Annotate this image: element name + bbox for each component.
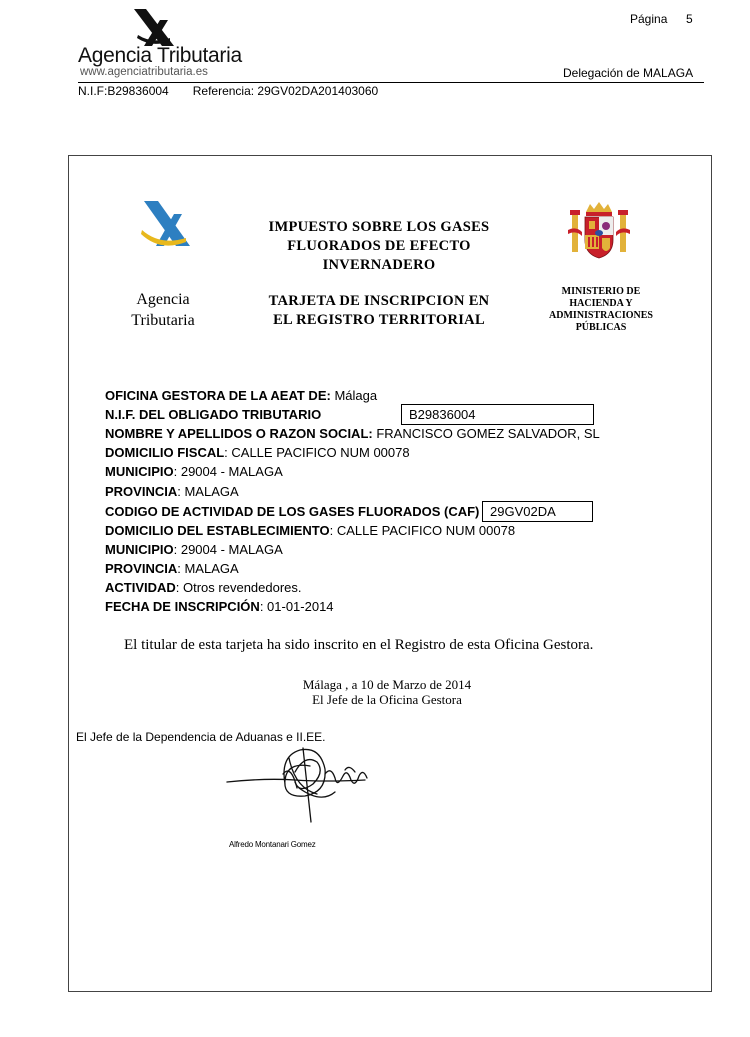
card-subtitle-line2: EL REGISTRO TERRITORIAL bbox=[273, 312, 485, 328]
handwritten-signature-icon bbox=[225, 744, 385, 840]
ministry-line3: ADMINISTRACIONES bbox=[549, 310, 653, 321]
office-head-title: El Jefe de la Oficina Gestora bbox=[312, 692, 462, 707]
delegation: Delegación de MALAGA bbox=[563, 66, 694, 80]
card-agency-line1: Agencia bbox=[136, 291, 190, 308]
header-ids bbox=[78, 84, 378, 98]
page-number: 5 bbox=[686, 12, 693, 26]
field-value: : MALAGA bbox=[177, 561, 239, 576]
field-value: : CALLE PACIFICO NUM 00078 bbox=[329, 523, 516, 538]
field-label: NOMBRE Y APELLIDOS O RAZON SOCIAL: bbox=[105, 426, 373, 441]
field-activity bbox=[105, 578, 302, 597]
customs-head-title: El Jefe de la Dependencia de Aduanas e II.EE. bbox=[76, 730, 326, 744]
field-label: CODIGO DE ACTIVIDAD DE LOS GASES FLUORADOS (CAF) bbox=[105, 504, 480, 519]
nif-value-box: B29836004 bbox=[401, 404, 594, 425]
field-municipality-2 bbox=[105, 540, 283, 559]
ministry-line1: MINISTERIO DE bbox=[561, 286, 641, 297]
field-value: : 29004 - MALAGA bbox=[173, 542, 283, 557]
field-caf bbox=[105, 502, 479, 521]
field-label: FECHA DE INSCRIPCIÓN bbox=[105, 599, 260, 614]
field-label: DOMICILIO FISCAL bbox=[105, 445, 225, 460]
ministry-line2: HACIENDA Y bbox=[569, 298, 633, 309]
field-value: Málaga bbox=[330, 388, 378, 403]
caf-value-box: 29GV02DA bbox=[482, 501, 593, 522]
card-title-line3: INVERNADERO bbox=[322, 257, 436, 273]
aeat-color-logo-icon bbox=[138, 200, 192, 252]
spain-coat-of-arms-icon bbox=[566, 200, 632, 262]
card-title-line1: IMPUESTO SOBRE LOS GASES bbox=[268, 219, 490, 235]
field-label: ACTIVIDAD bbox=[105, 580, 176, 595]
ministry-line4: PÚBLICAS bbox=[575, 322, 627, 333]
ministry-name bbox=[538, 286, 664, 334]
field-nif bbox=[105, 405, 321, 424]
field-municipality bbox=[105, 462, 283, 481]
field-province bbox=[105, 482, 239, 501]
field-fiscal-address bbox=[105, 443, 410, 462]
card-subtitle-line1: TARJETA DE INSCRIPCION EN bbox=[268, 293, 490, 309]
field-office bbox=[105, 386, 377, 405]
field-value: : Otros revendedores. bbox=[175, 580, 302, 595]
signer-name: Alfredo Montanari Gomez bbox=[229, 840, 316, 849]
field-value: : 29004 - MALAGA bbox=[173, 464, 283, 479]
field-label: PROVINCIA bbox=[105, 484, 178, 499]
field-value: : MALAGA bbox=[177, 484, 239, 499]
field-label: MUNICIPIO bbox=[105, 542, 174, 557]
header-nif: N.I.F:B29836004 bbox=[78, 84, 169, 98]
field-value: FRANCISCO GOMEZ SALVADOR, SL bbox=[372, 426, 600, 441]
field-label: DOMICILIO DEL ESTABLECIMIENTO bbox=[105, 523, 330, 538]
field-province-2 bbox=[105, 559, 239, 578]
page-label: Página bbox=[630, 12, 668, 26]
issue-date: Málaga , a 10 de Marzo de 2014 bbox=[302, 677, 472, 692]
header-website: www.agenciatributaria.es bbox=[80, 66, 208, 78]
field-label: MUNICIPIO bbox=[105, 464, 174, 479]
field-label: PROVINCIA bbox=[105, 561, 178, 576]
field-value: : 01-01-2014 bbox=[259, 599, 334, 614]
field-label: OFICINA GESTORA DE LA AEAT DE: bbox=[105, 388, 331, 403]
field-registration-date bbox=[105, 597, 334, 616]
field-name bbox=[105, 424, 600, 443]
header-divider bbox=[78, 82, 704, 83]
aeat-logo-icon bbox=[132, 8, 176, 48]
field-value: : CALLE PACIFICO NUM 00078 bbox=[224, 445, 410, 460]
header-reference: Referencia: 29GV02DA201403060 bbox=[192, 84, 379, 98]
header-agency-name: Agencia Tributaria bbox=[78, 44, 242, 67]
card-title-line2: FLUORADOS DE EFECTO bbox=[287, 238, 471, 254]
registration-statement: El titular de esta tarjeta ha sido inscrito en el Registro de esta Oficina Gestora. bbox=[124, 637, 594, 653]
field-label: N.I.F. DEL OBLIGADO TRIBUTARIO bbox=[105, 407, 322, 422]
field-establishment-address bbox=[105, 521, 515, 540]
card-agency-line2: Tributaria bbox=[131, 312, 195, 329]
